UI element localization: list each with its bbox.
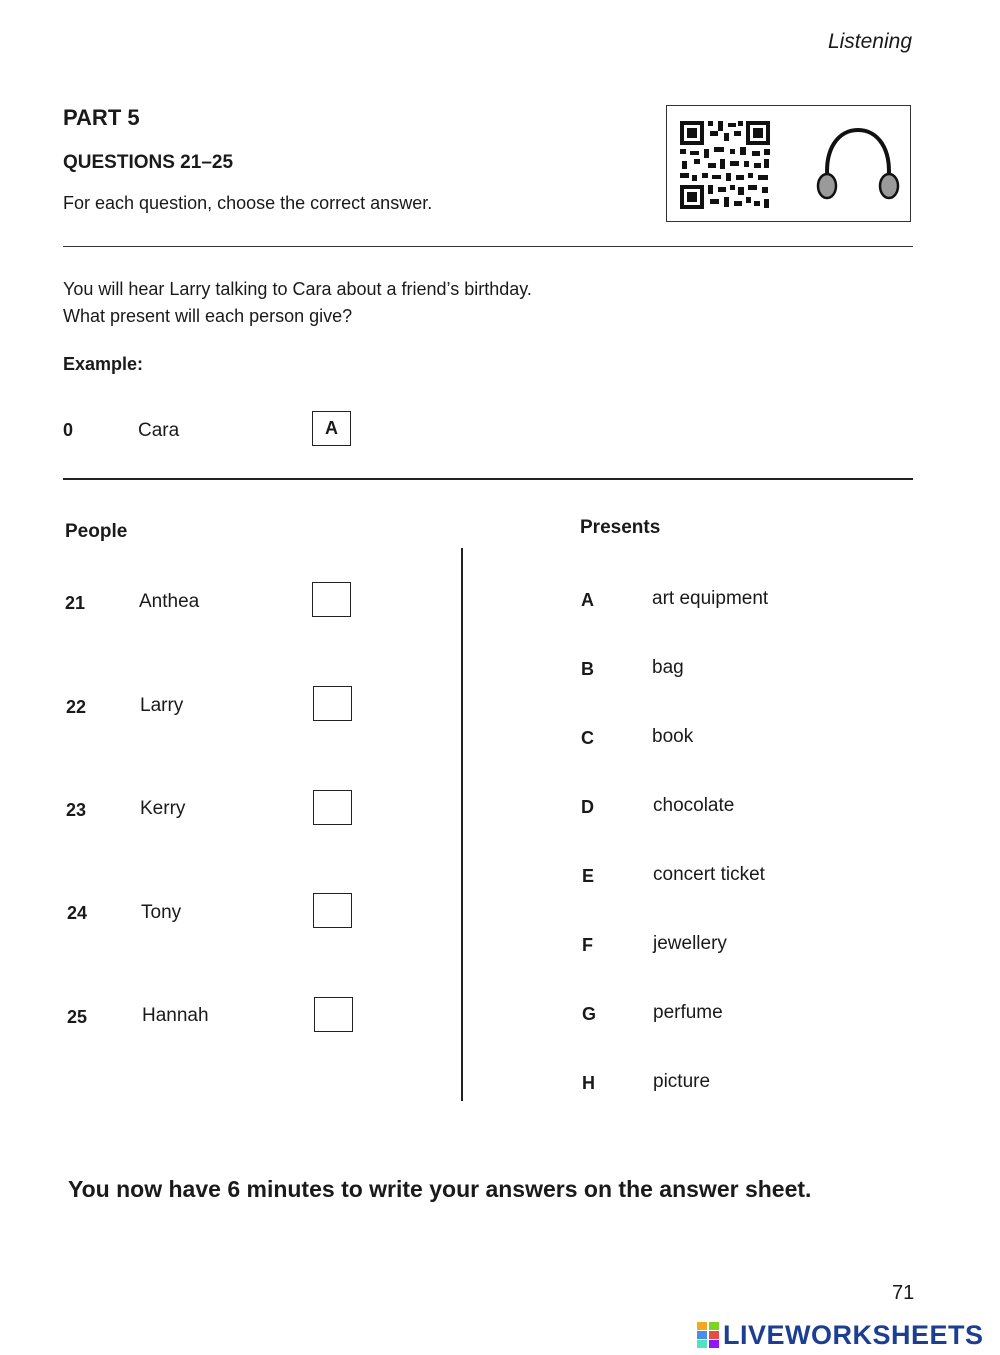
section-label: Listening: [827, 30, 912, 53]
answer-box-23[interactable]: [313, 790, 352, 825]
liveworksheets-logo-icon: [697, 1322, 719, 1348]
present-text: chocolate: [653, 795, 735, 816]
answer-box-25[interactable]: [314, 997, 353, 1032]
instruction-text: For each question, choose the correct answer.: [63, 193, 433, 213]
example-number: 0: [63, 420, 74, 440]
question-number: 25: [67, 1007, 88, 1027]
present-letter: H: [582, 1073, 595, 1093]
present-letter: E: [582, 866, 595, 886]
person-name: Anthea: [139, 591, 200, 612]
present-letter: B: [581, 659, 594, 679]
qr-code-icon[interactable]: [678, 119, 772, 211]
brand-name: LIVEWORKSHEETS: [723, 1319, 984, 1350]
answer-box-22[interactable]: [313, 686, 352, 721]
question-number: 24: [67, 903, 88, 923]
question-number: 22: [66, 697, 87, 717]
audio-media-box: [666, 105, 911, 222]
part-title: PART 5: [63, 105, 140, 130]
question-number: 23: [66, 800, 87, 820]
present-letter: C: [581, 728, 594, 748]
present-text: jewellery: [653, 933, 727, 954]
question-number: 21: [65, 593, 86, 613]
divider-line: [63, 478, 913, 480]
person-name: Hannah: [142, 1005, 209, 1026]
present-text: picture: [653, 1071, 711, 1092]
example-name: Cara: [138, 420, 180, 441]
answer-box-24[interactable]: [313, 893, 352, 928]
scenario-line-2: What present will each person give?: [63, 306, 353, 326]
present-letter: F: [582, 935, 593, 955]
present-text: art equipment: [652, 588, 769, 609]
person-name: Kerry: [140, 798, 186, 819]
presents-heading: Presents: [580, 517, 661, 538]
present-letter: D: [581, 797, 594, 817]
person-name: Larry: [140, 695, 184, 716]
person-name: Tony: [141, 902, 182, 923]
column-divider: [461, 548, 463, 1101]
questions-title: QUESTIONS 21–25: [63, 152, 234, 173]
present-letter: A: [581, 590, 594, 610]
example-answer-box: A: [312, 411, 351, 446]
answer-box-21[interactable]: [312, 582, 351, 617]
scenario-text: [63, 276, 532, 330]
page-number: 71: [892, 1282, 915, 1304]
present-text: concert ticket: [653, 864, 765, 885]
headphones-icon[interactable]: [815, 126, 901, 204]
present-text: book: [652, 726, 694, 747]
example-label: Example:: [63, 354, 144, 374]
brand-footer: [697, 1318, 984, 1352]
divider-line: [63, 246, 913, 247]
time-note: You now have 6 minutes to write your answers on the answer sheet.: [68, 1176, 812, 1202]
present-letter: G: [582, 1004, 597, 1024]
people-heading: People: [65, 521, 128, 542]
present-text: perfume: [653, 1002, 723, 1023]
present-text: bag: [652, 657, 684, 678]
scenario-line-1: You will hear Larry talking to Cara about a friend’s birthday.: [63, 279, 532, 299]
